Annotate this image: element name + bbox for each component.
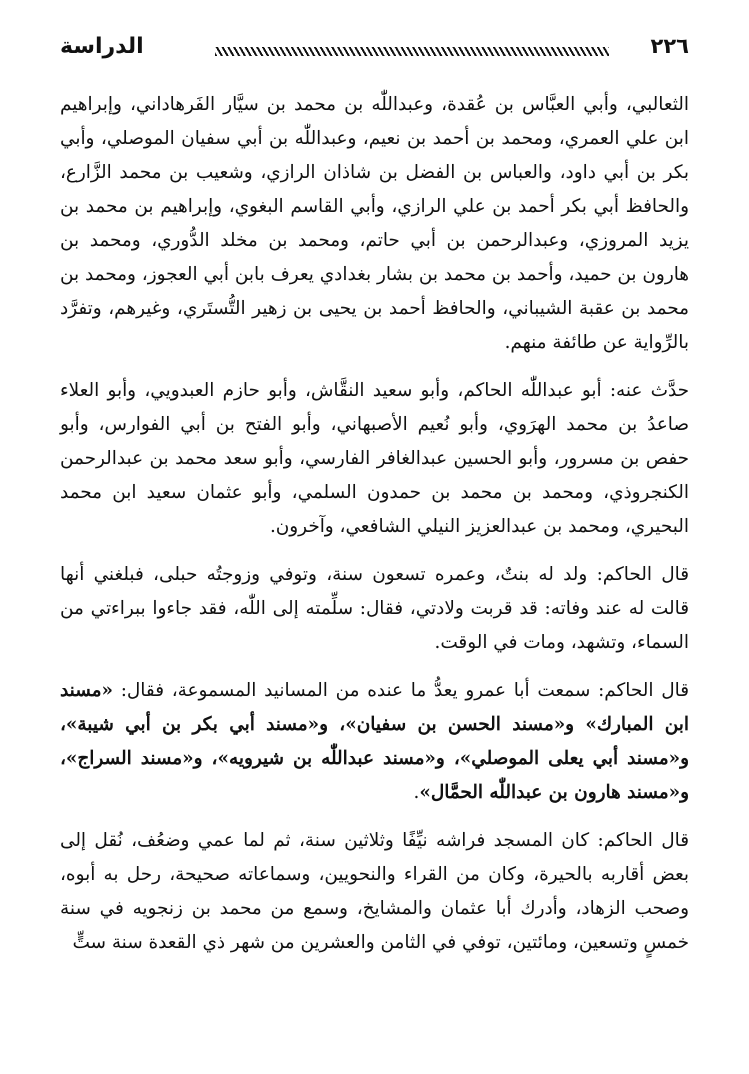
paragraph-death [60,824,689,960]
paragraph-daughter [60,558,689,660]
page-number: ٢٢٦ [650,34,689,58]
paragraph-text: حدَّث عنه: أبو عبداللّٰه الحاكم، وأبو سعيد النقَّاش، وأبو حازم العبدويي، وأبو العلاء صاعدُ بن محمد الهرَوي، وأبو نُعيم الأصبهاني، وأبو الفتح بن أبي الفوارس، وأبو حفص بن مسرور، وأبو الحسين عبدالغافر الفارسي، وأبو سعد محمد بن عبدالرحمن الكنجروذي، ومحمد بن محمد بن حمدون السلمي، وأبو عثمان سعيد ابن محمد البحيري، ومحمد بن عبدالعزيز النيلي الشافعي، وآخرون. [60,380,689,537]
running-title: الدراسة [60,34,144,59]
paragraph-text: قال الحاكم: كان المسجد فراشه نيِّفًا وثلاثين سنة، ثم لما عمي وضعُف، نُقل إلى بعض أقاربه بالحيرة، وكان من القراء والنحويين، وسماعاته صحيحة، رحل به أبوه، وصحب الزهاد، وأدرك أبا عثمان والمشايخ، وسمع من محمد بن زنجويه في سنة خمسٍ وتسعين، ومائتين، توفي في الثامن والعشرين من شهر ذي القعدة سنة ستٍّ [60,830,689,953]
header-rule [215,47,609,56]
paragraph-teachers [60,88,689,360]
paragraph-text: قال الحاكم: ولد له بنتٌ، وعمره تسعون سنة، وتوفي وزوجتُه حبلى، فبلغني أنها قالت له عند وفاته: قد قربت ولادتي، فقال: سلِّمته إلى اللّٰه، فقد جاءوا ببراءتي من السماء، وتشهد، ومات في الوقت. [60,564,689,653]
paragraph-text: الثعالبي، وأبي العبَّاس بن عُقدة، وعبداللّٰه بن محمد بن سيَّار الفَرهاداني، وإبراهيم ابن علي العمري، ومحمد بن أحمد بن نعيم، وعبداللّٰه بن أبي سفيان الموصلي، وأبي بكر بن أبي داود، والعباس بن الفضل بن شاذان الرازي، وشعيب بن محمد الزَّارع، والحافظ أبي بكر أحمد بن علي الرازي، وأبي القاسم البغوي، وإبراهيم بن محمد بن يزيد المروزي، وعبدالرحمن بن أبي حاتم، ومحمد بن مخلد الدُّوري، ومحمد بن هارون بن حميد، وأحمد بن محمد بن بشار بغدادي يعرف بابن أبي العجوز، ومحمد بن محمد بن عقبة الشيباني، والحافظ أحمد بن يحيى بن زهير التُّستَري، وغيرهم، وتفرَّد بالرِّواية عن طائفة منهم. [60,94,689,353]
paragraph-students [60,374,689,544]
paragraph-musnads [60,674,689,810]
page-header [60,34,689,64]
paragraph-text: . [413,782,420,803]
body-text [60,88,689,960]
musnad-titles: «مسند ابن المبارك» و«مسند الحسن بن سفيان»، و«مسند أبي بكر بن أبي شيبة»، و«مسند أبي يعلى الموصلي»، و«مسند عبداللّٰه بن شيرويه»، و«مسند السراج»، و«مسند هارون بن عبداللّٰه الحمَّال» [60,680,689,803]
paragraph-text: قال الحاكم: سمعت أبا عمرو يعدُّ ما عنده من المسانيد المسموعة، فقال: [112,680,689,701]
